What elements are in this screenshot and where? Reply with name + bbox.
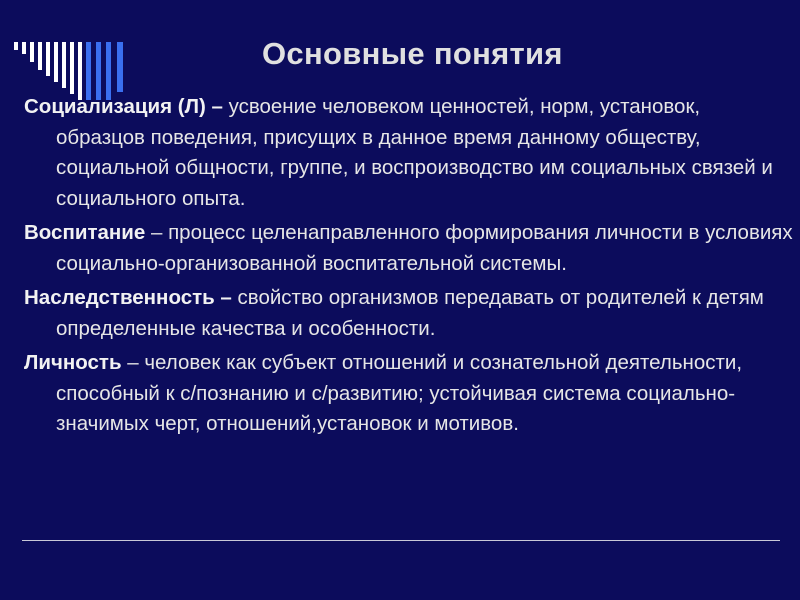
decorative-stripe [14,42,18,50]
decorative-stripe [22,42,26,54]
term-heredity: Наследственность – [24,286,232,309]
decorative-stripe [70,42,74,94]
definition-upbringing [24,218,794,279]
decorative-stripe [117,42,123,92]
definition-text-personality: – человек как субъект отношений и сознательной деятельности, способный к с/познанию и с/развитию; устойчивая система социально-значимых черт, отношений,установок и мотивов. [56,351,743,435]
term-upbringing: Воспитание [24,221,146,244]
definition-socialization [24,92,794,214]
definition-text-upbringing: – процесс целенаправленного формирования личности в условиях социально-организованной воспитательной системы. [56,221,793,275]
decorative-stripe [30,42,34,62]
definition-heredity [24,283,794,344]
definitions-list [24,92,794,444]
slide-title: Основные понятия [262,36,563,71]
definition-text-socialization: усвоение человеком ценностей, норм, установок, образцов поведения, присущих в данное время данному обществу, социальной общности, группе, и воспроизводство им социальных связей и социального опыта. [56,95,773,210]
decorative-stripe [54,42,58,82]
definition-personality [24,348,794,440]
definition-text-heredity: свойство организмов передавать от родителей к детям определенные качества и особенности. [56,286,764,340]
decorative-stripe [62,42,66,88]
bottom-divider [22,540,780,541]
decorative-stripe [38,42,42,70]
term-socialization: Социализация (Л) – [24,95,223,118]
term-personality: Личность [24,351,122,374]
decorative-stripe [46,42,50,76]
